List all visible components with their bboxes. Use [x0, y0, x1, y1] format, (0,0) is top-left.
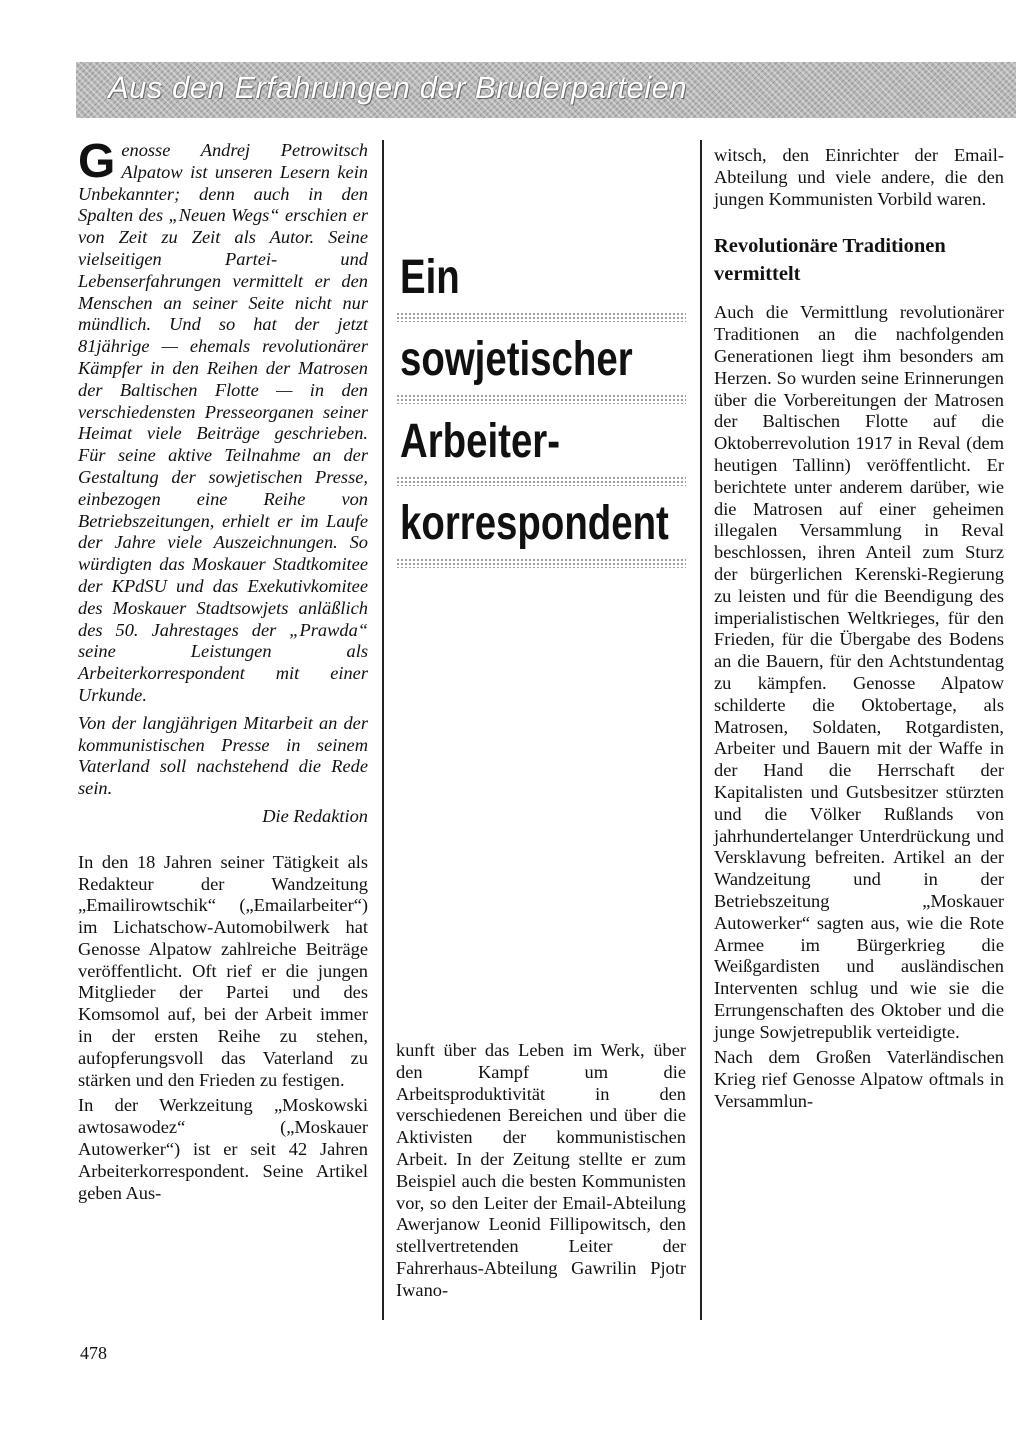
column-left — [78, 135, 368, 1208]
page-number: 478 — [80, 1343, 107, 1363]
intro-text: enosse Andrej Petrowitsch Alpatow ist unseren Lesern kein Unbekannter; denn auch in den Spalten des „Neuen Wegs“ erschien er von Zeit zu Zeit als Autor. Seine vielseitigen Partei- und Lebenserfahrungen vermittelt er den Menschen an seiner Seite nicht nur mündlich. Und so hat der jetzt 81jährige — ehemals revolutionärer Kämpfer in den Reihen der Matrosen der Baltischen Flotte — in den verschiedensten Presseorganen seiner Heimat viele Beiträge geschrieben. Für seine aktive Teilnahme an der Gestaltung der sowjetischen Presse, einbezogen eine Reihe von Betriebszeitungen, erhielt er im Laufe der Jahre viele Auszeichnungen. So würdigten das Moskauer Stadtkomitee der KPdSU und das Exekutivkomitee des Moskauer Stadtsowjets anläßlich des 50. Jahrestages der „Prawda“ seine Leistungen als Arbeiterkorrespondent mit einer Urkunde. — [78, 140, 368, 705]
column-middle — [396, 1040, 686, 1306]
body-paragraph: In der Werkzeitung „Moskowski awtosawodez“ („Moskauer Autowerker“) ist er seit 42 Jahren Arbeiterkorrespondent. Seine Artikel geben Aus- — [78, 1095, 368, 1203]
editorial-intro — [78, 135, 368, 828]
intro-paragraph — [78, 135, 368, 707]
column-divider — [700, 140, 702, 1320]
dotted-rule — [396, 394, 686, 404]
dotted-rule — [396, 558, 686, 568]
column-divider — [382, 140, 384, 1320]
section-banner — [76, 62, 1016, 118]
dotted-rule — [396, 476, 686, 486]
banner-title: Aus den Erfahrungen der Bruderparteien — [108, 70, 688, 105]
column-right — [714, 145, 1004, 1117]
body-paragraph: In den 18 Jahren seiner Tätigkeit als Redakteur der Wandzeitung „Emailirowtschik“ („Emailarbeiter“) im Lichatschow-Automobilwerk hat Genosse Alpatow zahlreiche Beiträge veröffentlicht. Oft rief er die jungen Mitglieder der Partei und des Komsomol auf, bei der Arbeit immer in der ersten Reihe zu stehen, aufopferungsvoll das Vaterland zu stärken und den Frieden zu festigen. — [78, 851, 368, 1090]
section-subheading: Revolutionäre Traditionen vermittelt — [714, 235, 946, 286]
body-paragraph: kunft über das Leben im Werk, über den Kampf um die Arbeitsproduktivität in den verschiedenen Bereichen und über die Aktivisten der kommunistischen Arbeit. In der Zeitung stellte er zum Beispiel auch die besten Kommunisten vor, so den Leiter der Email-Abteilung Awerjanow Leonid Fillipowitsch, den stellvertretenden Leiter der Fahrerhaus-Abteilung Gawrilin Pjotr Iwano- — [396, 1040, 686, 1300]
body-paragraph: Auch die Vermittlung revolutionärer Traditionen an die nachfolgenden Generationen liegt ihm besonders am Herzen. So wurden seine Erinnerungen über die Vorbereitungen der Matrosen der Baltischen Flotte auf die Oktoberrevolution 1917 in Reval (dem heutigen Tallinn) veröffentlicht. Er berichtete unter anderem darüber, wie die Matrosen auf einer geheimen illegalen Versammlung in Reval beschlossen, ihren Anteil zum Sturz der bürgerlichen Kerenski-Regierung zu leisten und für die Beendigung des imperialistischen Weltkrieges, für den Frieden, für die Übergabe des Bodens an die Bauern, für den Achtstundentag zu kämpfen. Genosse Alpatow schilderte die Oktobertage, als Matrosen, Soldaten, Rotgardisten, Arbeiter und Bauern mit der Waffe in der Hand die Herrschaft der Kapitalisten und Gutsbesitzer stürzten und die Völker Rußlands von jahrhundertelanger Unterdrückung und Versklavung befreiten. Artikel an der Wandzeitung und in der Betriebszeitung „Moskauer Autowerker“ sagten aus, wie die Rote Armee im Bürgerkrieg die Weißgardisten und ausländischen Interventen schlug und wie sie die Errungenschaften des Oktober und die junge Sowjetrepublik verteidigte. — [714, 302, 1004, 1042]
title-line: Ein — [400, 251, 460, 304]
editorial-signature: Die Redaktion — [262, 805, 368, 826]
title-line: korrespondent — [400, 497, 669, 550]
intro-paragraph: Von der langjährigen Mitarbeit an der kommunistischen Presse in seinem Vaterland soll nachstehend die Rede sein. — [78, 712, 368, 799]
article-title — [396, 250, 686, 578]
title-line: sowjetischer — [400, 333, 633, 386]
body-paragraph: witsch, den Einrichter der Email-Abteilung und viele andere, die den jungen Kommunisten Vorbild waren. — [714, 145, 1004, 209]
dotted-rule — [396, 312, 686, 322]
title-line: Arbeiter- — [400, 415, 561, 468]
body-paragraph: Nach dem Großen Vaterländischen Krieg rief Genosse Alpatow oftmals in Versammlun- — [714, 1047, 1004, 1112]
drop-cap: G — [78, 135, 116, 188]
